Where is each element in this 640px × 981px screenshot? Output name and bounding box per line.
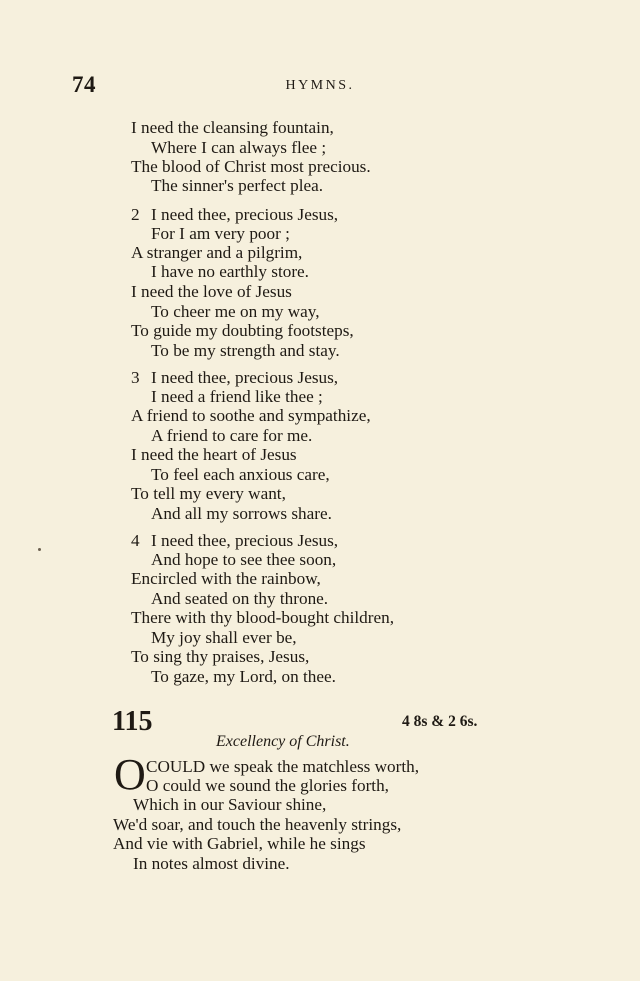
verse-line: And hope to see thee soon, [151, 550, 337, 569]
verse-line: And vie with Gabriel, while he sings [113, 834, 366, 853]
verse-line: 3 I need thee, precious Jesus, [131, 368, 339, 387]
verse-line: O could we sound the glories forth, [146, 776, 389, 795]
hymn-meter: 4 8s & 2 6s. [402, 713, 478, 730]
verse-line: My joy shall ever be, [151, 628, 297, 647]
verse-line: To guide my doubting footsteps, [131, 321, 354, 340]
verse-line: I need the cleansing fountain, [131, 118, 334, 137]
verse-line: To gaze, my Lord, on thee. [151, 667, 336, 686]
hymn-number: 115 [112, 706, 153, 737]
verse-line: Encircled with the rainbow, [131, 569, 321, 588]
verse-line: The sinner's perfect plea. [151, 176, 324, 195]
verse-line: To feel each anxious care, [151, 465, 330, 484]
running-head: HYMNS. [285, 78, 355, 93]
margin-speck [38, 548, 41, 551]
verse-line: We'd soar, and touch the heavenly strings, [113, 815, 402, 834]
verse-line: I need the heart of Jesus [131, 445, 297, 464]
verse-line: 2 I need thee, precious Jesus, [131, 205, 339, 224]
verse-line: 4 I need thee, precious Jesus, [131, 531, 339, 550]
verse-line: To tell my every want, [131, 484, 286, 503]
page-number: 74 [72, 72, 96, 97]
verse-line: A stranger and a pilgrim, [131, 243, 303, 262]
verse-line: I have no earthly store. [151, 262, 309, 281]
page-header [0, 72, 640, 102]
verse-line: I need the love of Jesus [131, 282, 292, 301]
stanza-number: 2 [131, 205, 140, 224]
stanza-number: 4 [131, 531, 140, 550]
verse-line: To sing thy praises, Jesus, [131, 647, 310, 666]
verse-line: And seated on thy throne. [151, 589, 329, 608]
verse-line: COULD we speak the matchless worth, [146, 757, 420, 776]
verse-line: A friend to care for me. [151, 426, 313, 445]
verse-line: There with thy blood-bought children, [131, 608, 395, 627]
stanza-number: 3 [131, 368, 140, 387]
verse-line: And all my sorrows share. [151, 504, 332, 523]
verse-line: The blood of Christ most precious. [131, 157, 371, 176]
verse-line: In notes almost divine. [133, 854, 290, 873]
verse-line: To cheer me on my way, [151, 302, 320, 321]
verse-line: A friend to soothe and sympathize, [131, 406, 371, 425]
verse-line: To be my strength and stay. [151, 341, 340, 360]
verse-line: I need a friend like thee ; [151, 387, 323, 406]
verse-line: For I am very poor ; [151, 224, 290, 243]
verse-line: Where I can always flee ; [151, 138, 327, 157]
verse-line: Which in our Saviour shine, [133, 795, 327, 814]
drop-cap: O [114, 750, 146, 799]
hymn-title: Excellency of Christ. [216, 733, 350, 750]
